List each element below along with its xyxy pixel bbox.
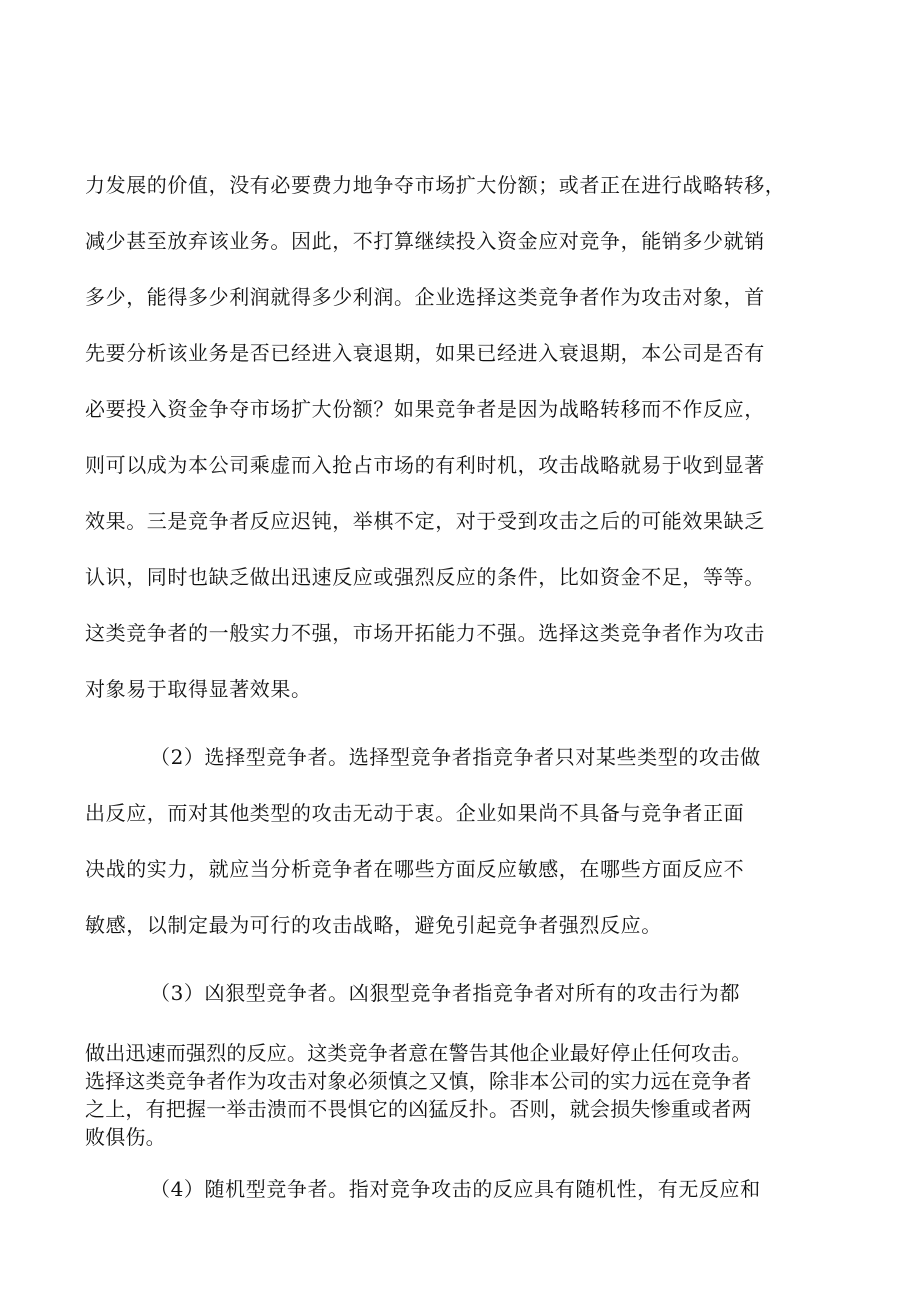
paragraph-1-line-9: 这类竞争者的一般实力不强，市场开拓能力不强。选择这类竞争者作为攻击 [85, 621, 765, 645]
paragraph-1-line-10: 对象易于取得显著效果。 [85, 677, 312, 701]
paragraph-4-line-1: （4）随机型竞争者。指对竞争攻击的反应具有随机性，有无反应和 [150, 1177, 761, 1201]
paragraph-1-line-4: 先要分析该业务是否已经进入衰退期，如果已经进入衰退期，本公司是否有 [85, 341, 765, 365]
paragraph-1-line-5: 必要投入资金争夺市场扩大份额？如果竞争者是因为战略转移而不作反应， [85, 397, 765, 421]
paragraph-1-line-7: 效果。三是竞争者反应迟钝，举棋不定，对于受到攻击之后的可能效果缺乏 [85, 509, 765, 533]
paragraph-3-line-3: 选择这类竞争者作为攻击对象必须慎之又慎，除非本公司的实力远在竞争者 [85, 1069, 752, 1093]
paragraph-3-line-5: 败俱伤。 [85, 1125, 166, 1149]
paragraph-2-line-3: 决战的实力，就应当分析竞争者在哪些方面反应敏感，在哪些方面反应不 [85, 857, 745, 881]
paragraph-3-line-4: 之上，有把握一举击溃而不畏惧它的凶猛反扑。否则，就会损失惨重或者两 [85, 1097, 752, 1121]
paragraph-1-line-2: 减少甚至放弃该业务。因此，不打算继续投入资金应对竞争，能销多少就销 [85, 229, 765, 253]
paragraph-2-line-1: （2）选择型竞争者。选择型竞争者指竞争者只对某些类型的攻击做 [150, 745, 761, 769]
paragraph-3-line-2: 做出迅速而强烈的反应。这类竞争者意在警告其他企业最好停止任何攻击。 [85, 1041, 752, 1065]
paragraph-1-line-1: 力发展的价值，没有必要费力地争夺市场扩大份额；或者正在进行战略转移， [85, 173, 786, 197]
paragraph-1-line-6: 则可以成为本公司乘虚而入抢占市场的有利时机，攻击战略就易于收到显著 [85, 453, 765, 477]
paragraph-1-line-3: 多少，能得多少利润就得多少利润。企业选择这类竞争者作为攻击对象，首 [85, 285, 765, 309]
paragraph-2-line-2: 出反应，而对其他类型的攻击无动于衷。企业如果尚不具备与竞争者正面 [85, 801, 745, 825]
paragraph-3-line-1: （3）凶狠型竞争者。凶狠型竞争者指竞争者对所有的攻击行为都 [150, 981, 741, 1005]
paragraph-1-line-8: 认识，同时也缺乏做出迅速反应或强烈反应的条件，比如资金不足，等等。 [85, 565, 765, 589]
paragraph-2-line-4: 敏感，以制定最为可行的攻击战略，避免引起竞争者强烈反应。 [85, 913, 662, 937]
